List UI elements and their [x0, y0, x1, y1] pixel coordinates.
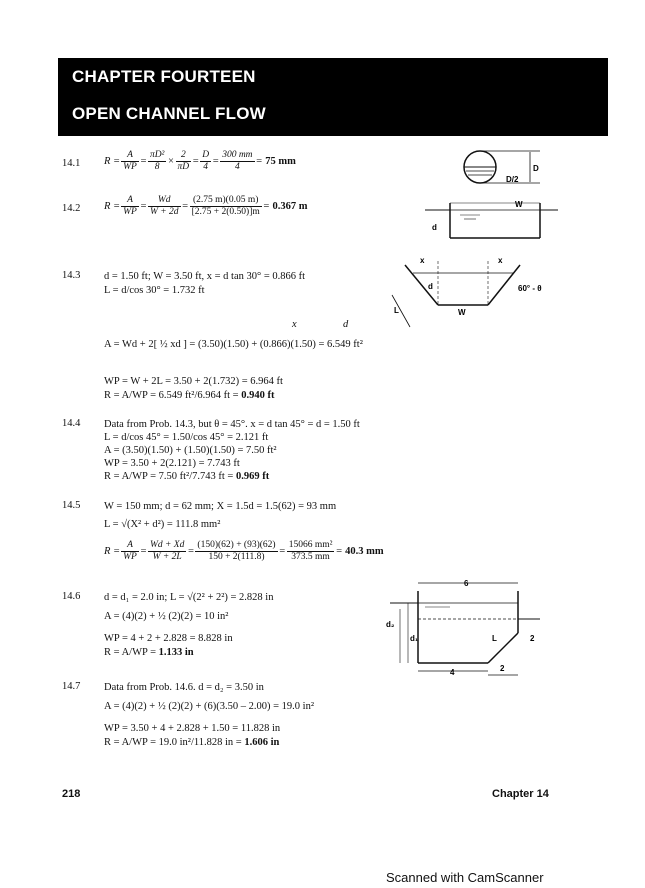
line-14-6-b: A = (4)(2) + ½ (2)(2) = 10 in² — [104, 611, 229, 622]
line-14-7-a: Data from Prob. 14.6. d = d₂ = 3.50 in — [104, 682, 264, 693]
problem-number-14-3: 14.3 — [62, 270, 81, 281]
scanner-watermark: Scanned with CamScanner — [386, 870, 544, 885]
label-x-left: x — [420, 256, 425, 265]
label-W-trap: W — [458, 308, 466, 317]
line-14-4-d: WP = 3.50 + 2(2.121) = 7.743 ft — [104, 458, 240, 469]
line-14-3-d: WP = W + 2L = 3.50 + 2(1.732) = 6.964 ft — [104, 376, 283, 387]
problem-number-14-1: 14.1 — [62, 158, 81, 169]
line-14-4-c: A = (3.50)(1.50) + (1.50)(1.50) = 7.50 ft² — [104, 445, 277, 456]
result-14-6: 1.133 in — [158, 647, 194, 658]
line-14-3-c: A = Wd + 2[ ½ xd ] = (3.50)(1.50) + (0.866)(1.50) = 6.549 ft² — [104, 339, 363, 350]
label-4: 4 — [450, 668, 455, 677]
label-d-trap: d — [428, 282, 433, 291]
line-14-3-e: R = A/WP = 6.549 ft²/6.964 ft = 0.940 ft — [104, 390, 275, 401]
figure-14-6-compound-channel — [380, 575, 560, 685]
line-14-6-a: d = d₁ = 2.0 in; L = √(2² + 2²) = 2.828 in — [104, 592, 274, 603]
figure-14-3-trapezoidal-channel — [380, 255, 560, 335]
result-14-4: 0.969 ft — [235, 471, 270, 482]
label-2-right: 2 — [530, 634, 535, 643]
line-14-6-c: WP = 4 + 2 + 2.828 = 8.828 in — [104, 633, 233, 644]
problem-number-14-2: 14.2 — [62, 203, 81, 214]
problem-number-14-4: 14.4 — [62, 418, 81, 429]
label-L-compound: L — [492, 634, 497, 643]
label-L: L — [394, 306, 399, 315]
line-14-4-b: L = d/cos 45° = 1.50/cos 45° = 2.121 ft — [104, 432, 269, 443]
line-14-4-e: R = A/WP = 7.50 ft²/7.743 ft = 0.969 ft — [104, 471, 270, 482]
result-14-1: 75 mm — [265, 155, 296, 167]
eq-14-1: R = $\frac{A}{WP}$ = $\frac{\text{πD²}}{8}$ × $\frac{2}{\pi D}$ = $\frac{D}{4}$ = $\frac{300 mm}{4}$ = 75 mm — [104, 150, 296, 172]
line-14-3-a: d = 1.50 ft; W = 3.50 ft, x = d tan 30° = 0.866 ft — [104, 271, 306, 282]
figure-14-2-rectangular-channel — [420, 198, 560, 248]
line-14-7-b: A = (4)(2) + ½ (2)(2) + (6)(3.50 – 2.00) = 19.0 in² — [104, 701, 314, 712]
line-14-4-a: Data from Prob. 14.3, but θ = 45°. x = d tan 45° = d = 1.50 ft — [104, 419, 360, 430]
problem-number-14-7: 14.7 — [62, 681, 81, 692]
result-14-2: 0.367 m — [272, 200, 308, 212]
label-d: d — [432, 223, 437, 232]
label-d1: d₁ — [410, 634, 419, 643]
label-6: 6 — [464, 579, 469, 588]
label-x-right: x — [498, 256, 503, 265]
overlabel-d: d — [343, 319, 349, 330]
label-D: D — [533, 164, 539, 173]
figure-14-1-circular-pipe — [440, 145, 550, 190]
label-angle: 60° - θ — [518, 284, 542, 293]
overlabel-x: x — [292, 319, 297, 330]
label-d2: d₂ — [386, 620, 395, 629]
result-14-5: 40.3 mm — [345, 545, 384, 557]
result-14-7: 1.606 in — [244, 737, 280, 748]
problem-number-14-6: 14.6 — [62, 591, 81, 602]
line-14-3-b: L = d/cos 30° = 1.732 ft — [104, 285, 205, 296]
line-14-5-b: L = √(X² + d²) = 111.8 mm² — [104, 519, 221, 530]
label-W: W — [515, 200, 523, 209]
eq-14-2: R = $\frac{A}{WP}$ = $\frac{Wd}{W + 2d}$ = $\frac{(2.75 m)(0.05 m)}{[2.75 + 2(0.50)]m}$ = 0.367 m — [104, 195, 308, 217]
page-number: 218 — [62, 788, 81, 800]
result-14-3: 0.940 ft — [241, 390, 275, 401]
line-14-7-c: WP = 3.50 + 4 + 2.828 + 1.50 = 11.828 in — [104, 723, 281, 734]
eq-14-5: R = $\frac{A}{WP}$ = $\frac{Wd + Xd}{W + 2L}$ = $\frac{(150)(62) + (93)(62)}{150 + 2(111.8)}$ = $\frac{\text{15066 mm²}}{373.5 mm}$ = 40.3 mm — [104, 540, 384, 562]
label-D-half: D/2 — [506, 175, 519, 184]
section-title: OPEN CHANNEL FLOW — [72, 104, 266, 123]
line-14-7-d: R = A/WP = 19.0 in²/11.828 in = 1.606 in — [104, 737, 280, 748]
label-2-bottom: 2 — [500, 664, 505, 673]
problem-number-14-5: 14.5 — [62, 500, 81, 511]
chapter-banner — [58, 58, 608, 136]
chapter-title: CHAPTER FOURTEEN — [72, 67, 256, 86]
line-14-5-a: W = 150 mm; d = 62 mm; X = 1.5d = 1.5(62) = 93 mm — [104, 501, 337, 512]
chapter-label: Chapter 14 — [492, 788, 549, 800]
line-14-6-d: R = A/WP = 1.133 in — [104, 647, 194, 658]
